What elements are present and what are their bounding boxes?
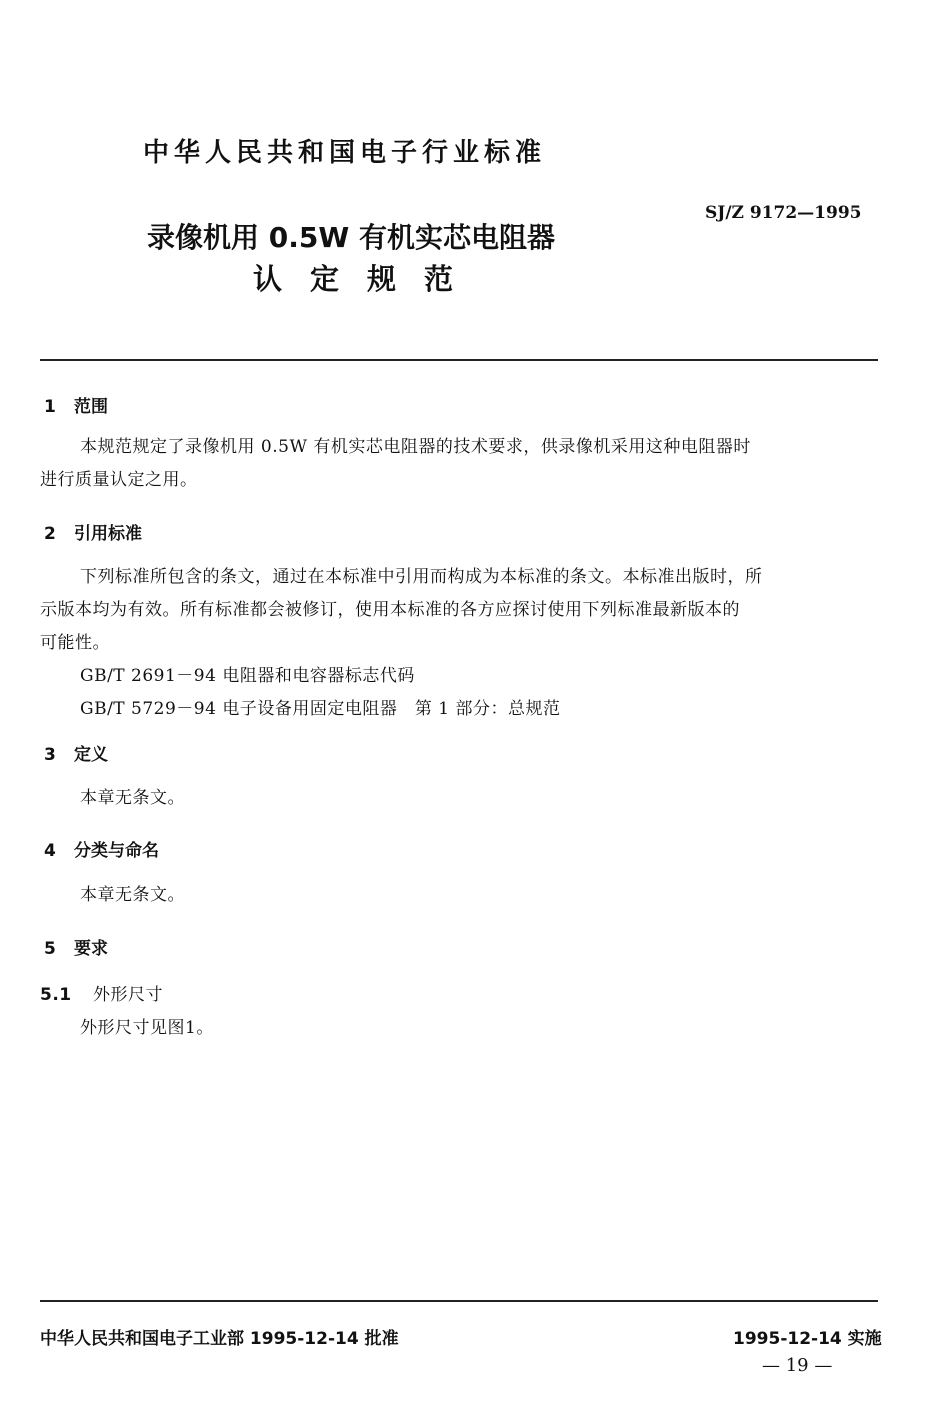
section-title: 分类与命名 xyxy=(74,841,159,861)
section-title: 要求 xyxy=(74,939,108,959)
paragraph-line: 本章无条文。 xyxy=(80,788,185,808)
section-2-body xyxy=(40,561,763,726)
paragraph-line: 进行质量认定之用。 xyxy=(40,470,198,490)
page-number: — 19 — xyxy=(762,1355,833,1376)
reference-standard: GB/T 2691－94 电阻器和电容器标志代码 xyxy=(80,666,415,686)
section-number: 5 xyxy=(44,939,56,959)
reference-standard: GB/T 5729－94 电子设备用固定电阻器 第 1 部分：总规范 xyxy=(80,699,561,719)
section-number: 4 xyxy=(44,841,56,861)
section-number: 1 xyxy=(44,397,56,417)
section-number: 2 xyxy=(44,524,56,544)
section-4-body xyxy=(80,879,185,912)
subsection-number: 5.1 xyxy=(40,985,72,1005)
header-divider xyxy=(40,359,878,361)
paragraph-line: 本章无条文。 xyxy=(80,885,185,905)
section-2-heading xyxy=(44,519,142,544)
section-3-heading xyxy=(44,740,108,765)
subsection-heading xyxy=(40,979,214,1012)
paragraph-line: 示版本均为有效。所有标准都会被修订，使用本标准的各方应探讨使用下列标准最新版本的 xyxy=(40,600,740,620)
issuing-organization-title: 中华人民共和国电子行业标准 xyxy=(143,138,547,168)
section-1-heading xyxy=(44,392,108,417)
section-1-body xyxy=(40,431,751,497)
approval-statement: 中华人民共和国电子工业部 1995-12-14 批准 xyxy=(40,1329,399,1349)
paragraph-line: 下列标准所包含的条文，通过在本标准中引用而构成为本标准的条文。本标准出版时，所 xyxy=(80,567,763,587)
effective-date: 1995-12-14 实施 xyxy=(733,1329,882,1349)
subsection-title: 外形尺寸 xyxy=(93,985,163,1005)
section-number: 3 xyxy=(44,745,56,765)
footer-divider xyxy=(40,1300,878,1302)
section-5-heading xyxy=(44,934,108,959)
paragraph-line: 外形尺寸见图1。 xyxy=(80,1018,214,1038)
document-title: 录像机用 0.5W 有机实芯电阻器 xyxy=(147,221,555,254)
paragraph-line: 本规范规定了录像机用 0.5W 有机实芯电阻器的技术要求，供录像机采用这种电阻器时 xyxy=(80,437,751,457)
section-5-1 xyxy=(40,979,214,1045)
section-3-body xyxy=(80,782,185,815)
section-title: 范围 xyxy=(74,397,108,417)
document-subtitle: 认定规范 xyxy=(253,262,482,296)
section-title: 定义 xyxy=(74,745,108,765)
paragraph-line: 可能性。 xyxy=(40,633,110,653)
standard-number: SJ/Z 9172—1995 xyxy=(705,203,862,223)
section-title: 引用标准 xyxy=(74,524,142,544)
section-4-heading xyxy=(44,836,159,861)
